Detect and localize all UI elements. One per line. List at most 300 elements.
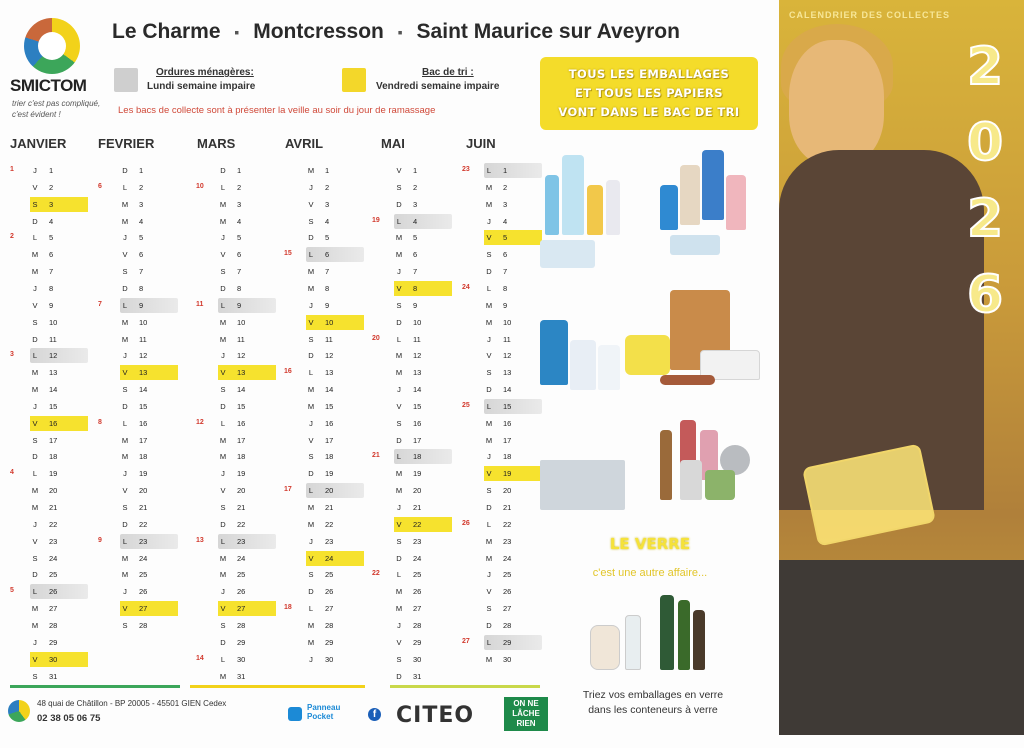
- calendar-day: [394, 399, 452, 414]
- calendar-day: [484, 230, 542, 245]
- day-number: 3: [49, 199, 54, 209]
- day-letter: D: [308, 469, 314, 479]
- calendar-day: [30, 652, 88, 667]
- calendar-day: [218, 433, 276, 448]
- calendar-day: [218, 618, 276, 633]
- day-letter: J: [487, 216, 491, 226]
- day-number: 29: [503, 637, 512, 647]
- day-letter: V: [308, 553, 314, 563]
- day-number: 8: [237, 283, 242, 293]
- day-letter: S: [308, 216, 314, 226]
- day-number: 14: [503, 385, 512, 395]
- calendar-day: [218, 551, 276, 566]
- day-number: 20: [49, 486, 58, 496]
- calendar-day: [120, 483, 178, 498]
- calendar-day: [306, 433, 364, 448]
- day-letter: J: [33, 519, 37, 529]
- day-number: 4: [325, 216, 330, 226]
- day-letter: S: [396, 300, 402, 310]
- glass-bottles-illustration: [590, 595, 720, 675]
- week-number: 13: [196, 536, 204, 544]
- week-number: 20: [372, 334, 380, 342]
- day-number: 8: [503, 283, 508, 293]
- calendar-day: [30, 315, 88, 330]
- day-number: 13: [413, 368, 422, 378]
- day-number: 7: [139, 267, 144, 277]
- day-number: 16: [325, 418, 334, 428]
- day-letter: D: [396, 553, 402, 563]
- calendar-day: [484, 264, 542, 279]
- calendar-day: [306, 180, 364, 195]
- day-letter: L: [220, 418, 226, 428]
- calendar-day: [394, 281, 452, 296]
- day-letter: L: [122, 300, 128, 310]
- panneau-pocket-label[interactable]: [307, 703, 340, 721]
- day-letter: L: [396, 334, 402, 344]
- day-number: 12: [325, 351, 334, 361]
- day-letter: L: [122, 418, 128, 428]
- calendar-day: [30, 635, 88, 650]
- day-letter: L: [32, 233, 38, 243]
- day-letter: M: [219, 317, 227, 327]
- day-letter: M: [121, 435, 129, 445]
- day-number: 1: [49, 166, 54, 175]
- calendar-day: [484, 298, 542, 313]
- day-number: 24: [325, 553, 334, 563]
- day-number: 24: [237, 553, 246, 563]
- day-letter: J: [33, 283, 37, 293]
- day-letter: L: [220, 182, 226, 192]
- footer-bar-lime: [390, 685, 540, 688]
- day-number: 30: [325, 654, 334, 664]
- day-number: 11: [139, 334, 147, 344]
- calendar-day: [306, 584, 364, 599]
- legend-ordures-schedule: Lundi semaine impaire: [147, 81, 256, 92]
- day-letter: S: [486, 368, 492, 378]
- calendar-day: [306, 517, 364, 532]
- calendar-day: [394, 214, 452, 229]
- calendar-day: [306, 281, 364, 296]
- week-number: 10: [196, 182, 204, 190]
- day-number: 7: [49, 267, 54, 277]
- calendar-day: [306, 601, 364, 616]
- calendar-day: [218, 449, 276, 464]
- day-number: 2: [49, 182, 54, 192]
- calendar-day: [30, 197, 88, 212]
- smictom-logo: [10, 14, 100, 124]
- calendar-day: [484, 551, 542, 566]
- week-number: 8: [98, 418, 102, 426]
- calendar-day: [120, 449, 178, 464]
- day-letter: M: [395, 486, 403, 496]
- legend-grey-swatch: [114, 68, 138, 92]
- calendar-day: [484, 449, 542, 464]
- day-letter: D: [308, 233, 314, 243]
- calendar-day: [394, 635, 452, 650]
- day-number: 24: [49, 553, 58, 563]
- calendar-day: [218, 264, 276, 279]
- day-letter: M: [395, 604, 403, 614]
- page-title: [112, 20, 680, 44]
- day-letter: M: [31, 604, 39, 614]
- calendar-day: [120, 264, 178, 279]
- day-number: 14: [325, 385, 334, 395]
- day-number: 24: [413, 553, 422, 563]
- day-letter: J: [309, 418, 313, 428]
- day-number: 23: [237, 536, 246, 546]
- calendar-day: [484, 635, 542, 650]
- panneau-pocket-icon[interactable]: [288, 707, 302, 721]
- day-letter: M: [395, 250, 403, 260]
- calendar-day: [306, 197, 364, 212]
- day-number: 2: [325, 182, 330, 192]
- calendar-day: [394, 517, 452, 532]
- calendar-day: [306, 635, 364, 650]
- day-number: 9: [49, 300, 54, 310]
- day-number: 14: [413, 385, 422, 395]
- calendar-day: [306, 365, 364, 380]
- day-letter: V: [220, 486, 226, 496]
- calendar-day: [218, 635, 276, 650]
- day-letter: S: [122, 503, 128, 512]
- day-letter: L: [308, 604, 314, 614]
- calendar-day: [30, 517, 88, 532]
- week-number: 24: [462, 283, 470, 291]
- day-number: 31: [237, 671, 246, 681]
- day-number: 5: [413, 233, 418, 243]
- calendar-day: [306, 534, 364, 549]
- day-letter: M: [395, 469, 403, 479]
- calendar-day: [120, 163, 178, 178]
- day-letter: S: [32, 553, 38, 563]
- day-number: 20: [413, 486, 422, 496]
- calendar-day: [394, 669, 452, 684]
- day-number: 15: [49, 401, 58, 411]
- day-number: 6: [413, 250, 418, 260]
- day-number: 17: [325, 435, 334, 445]
- day-letter: J: [487, 570, 491, 580]
- day-number: 25: [139, 570, 148, 580]
- day-letter: S: [220, 503, 226, 512]
- calendar-day: [120, 365, 178, 380]
- day-number: 23: [139, 536, 148, 546]
- day-number: 1: [237, 166, 242, 175]
- calendar-day: [306, 230, 364, 245]
- day-letter: J: [221, 469, 225, 479]
- calendar-day: [218, 315, 276, 330]
- calendar-day: [120, 247, 178, 262]
- day-letter: L: [486, 637, 492, 647]
- day-number: 6: [503, 250, 508, 260]
- day-number: 25: [49, 570, 58, 580]
- calendar-day: [30, 348, 88, 363]
- day-number: 30: [413, 654, 422, 664]
- calendar-day: [218, 601, 276, 616]
- day-number: 27: [413, 604, 422, 614]
- day-number: 21: [237, 503, 246, 512]
- day-letter: J: [397, 267, 401, 277]
- day-letter: S: [486, 250, 492, 260]
- calendar-day: [30, 500, 88, 515]
- calendar-day: [218, 500, 276, 515]
- day-number: 5: [49, 233, 54, 243]
- day-letter: L: [486, 166, 492, 175]
- verre-footer-line-1: Triez vos emballages en verre: [582, 689, 724, 701]
- day-letter: L: [396, 452, 402, 462]
- verre-footer: [548, 688, 758, 718]
- day-letter: S: [486, 604, 492, 614]
- legend-tri-title: Bac de tri :: [422, 67, 474, 78]
- day-letter: S: [308, 334, 314, 344]
- day-letter: J: [123, 351, 127, 361]
- day-number: 5: [237, 233, 242, 243]
- day-letter: M: [485, 199, 493, 209]
- calendar-day: [484, 348, 542, 363]
- calendar-day: [30, 399, 88, 414]
- day-letter: S: [220, 267, 226, 277]
- plastic-packaging-illustration: [540, 145, 765, 275]
- calendar-day: [218, 214, 276, 229]
- day-number: 12: [503, 351, 512, 361]
- calendar-day: [30, 584, 88, 599]
- title-separator: ▪: [397, 24, 403, 41]
- calendar-day: [218, 483, 276, 498]
- carton-packaging-illustration: [540, 280, 765, 400]
- facebook-icon[interactable]: f: [368, 708, 381, 721]
- day-number: 4: [503, 216, 508, 226]
- day-number: 8: [49, 283, 54, 293]
- calendar-day: [218, 382, 276, 397]
- day-letter: V: [32, 654, 38, 664]
- calendar-day: [394, 652, 452, 667]
- day-letter: S: [32, 435, 38, 445]
- legend-tri-schedule: Vendredi semaine impaire: [376, 81, 500, 92]
- day-letter: J: [397, 503, 401, 512]
- day-number: 6: [237, 250, 242, 260]
- day-number: 26: [503, 587, 512, 597]
- day-letter: M: [307, 637, 315, 647]
- day-number: 16: [503, 418, 512, 428]
- day-number: 7: [503, 267, 508, 277]
- day-letter: M: [219, 216, 227, 226]
- day-number: 15: [503, 401, 512, 411]
- calendar-day: [218, 348, 276, 363]
- day-letter: S: [122, 620, 128, 630]
- day-number: 13: [139, 368, 148, 378]
- month-header: AVRIL: [285, 136, 324, 151]
- calendar-day: [484, 315, 542, 330]
- calendar-day: [306, 214, 364, 229]
- day-number: 24: [139, 553, 148, 563]
- week-number: 11: [196, 300, 204, 308]
- calendar-day: [484, 584, 542, 599]
- day-number: 10: [325, 317, 334, 327]
- day-letter: D: [122, 519, 128, 529]
- day-number: 23: [503, 536, 512, 546]
- day-letter: M: [307, 519, 315, 529]
- day-number: 4: [413, 216, 418, 226]
- day-number: 22: [49, 519, 58, 529]
- day-number: 25: [325, 570, 334, 580]
- week-number: 18: [284, 604, 292, 612]
- day-number: 5: [139, 233, 144, 243]
- day-number: 7: [237, 267, 242, 277]
- calendar-day: [120, 214, 178, 229]
- day-number: 19: [325, 469, 334, 479]
- day-number: 21: [325, 503, 334, 512]
- day-number: 9: [325, 300, 330, 310]
- day-letter: S: [122, 267, 128, 277]
- banner-line-3: VONT DANS LE BAC DE TRI: [558, 105, 740, 119]
- calendar-day: [484, 416, 542, 431]
- calendar-day: [394, 348, 452, 363]
- day-letter: S: [308, 452, 314, 462]
- onnelache-line-1: ON NE: [513, 699, 539, 708]
- title-separator: ▪: [234, 24, 240, 41]
- day-letter: V: [308, 317, 314, 327]
- calendar-day: [30, 669, 88, 684]
- day-number: 12: [237, 351, 246, 361]
- calendar-day: [218, 466, 276, 481]
- day-letter: D: [396, 317, 402, 327]
- day-number: 5: [325, 233, 330, 243]
- calendar-day: [120, 332, 178, 347]
- day-letter: D: [220, 166, 226, 175]
- day-number: 15: [139, 401, 148, 411]
- calendar-day: [484, 618, 542, 633]
- day-letter: M: [121, 570, 129, 580]
- day-letter: D: [122, 283, 128, 293]
- footer-logo-icon: [8, 700, 30, 722]
- day-number: 15: [413, 401, 422, 411]
- day-number: 21: [139, 503, 148, 512]
- day-number: 18: [139, 452, 148, 462]
- calendar-day: [120, 618, 178, 633]
- day-number: 23: [413, 536, 422, 546]
- day-letter: V: [308, 199, 314, 209]
- day-number: 29: [49, 637, 58, 647]
- day-number: 9: [413, 300, 418, 310]
- day-number: 14: [237, 385, 246, 395]
- calendar-day: [218, 584, 276, 599]
- calendar-day: [484, 534, 542, 549]
- day-letter: M: [395, 351, 403, 361]
- day-letter: S: [122, 385, 128, 395]
- day-letter: L: [122, 536, 128, 546]
- day-letter: L: [486, 283, 492, 293]
- calendar-day: [306, 466, 364, 481]
- day-number: 1: [325, 166, 330, 175]
- day-letter: D: [220, 637, 226, 647]
- month-header: JUIN: [466, 136, 496, 151]
- logo-name: SMICTOM: [10, 76, 87, 95]
- day-number: 17: [503, 435, 512, 445]
- day-letter: V: [396, 166, 402, 175]
- day-number: 2: [503, 182, 508, 192]
- day-number: 9: [139, 300, 144, 310]
- calendar-day: [218, 230, 276, 245]
- calendar-day: [30, 433, 88, 448]
- day-number: 11: [49, 334, 57, 344]
- day-letter: L: [32, 351, 38, 361]
- day-letter: S: [32, 317, 38, 327]
- calendar-day: [484, 399, 542, 414]
- day-number: 26: [325, 587, 334, 597]
- day-number: 10: [503, 317, 512, 327]
- calendar-day: [394, 163, 452, 178]
- day-letter: D: [308, 351, 314, 361]
- week-number: 22: [372, 570, 380, 578]
- commune-1: Le Charme: [112, 20, 221, 43]
- day-number: 28: [139, 620, 148, 630]
- calendar-day: [30, 180, 88, 195]
- calendar-day: [120, 500, 178, 515]
- day-number: 3: [237, 199, 242, 209]
- day-letter: J: [123, 469, 127, 479]
- year-digit-2: 0: [967, 113, 1004, 173]
- calendar-day: [394, 551, 452, 566]
- calendar-day: [218, 652, 276, 667]
- calendar-day: [306, 163, 364, 178]
- day-letter: L: [32, 469, 38, 479]
- day-number: 10: [237, 317, 246, 327]
- calendar-day: [120, 416, 178, 431]
- day-letter: S: [32, 671, 38, 681]
- day-number: 15: [237, 401, 246, 411]
- calendar-day: [30, 264, 88, 279]
- day-number: 26: [413, 587, 422, 597]
- day-letter: V: [122, 604, 128, 614]
- day-letter: M: [219, 671, 227, 681]
- day-number: 14: [139, 385, 148, 395]
- day-letter: L: [220, 654, 226, 664]
- day-number: 26: [139, 587, 148, 597]
- calendar-day: [394, 416, 452, 431]
- calendar-day: [484, 163, 542, 178]
- day-letter: M: [219, 570, 227, 580]
- onnelache-line-2: LÂCHE: [512, 709, 540, 718]
- calendar-day: [484, 652, 542, 667]
- calendar-day: [306, 348, 364, 363]
- footer-bar-green: [10, 685, 180, 688]
- calendar-day: [30, 534, 88, 549]
- day-letter: V: [220, 604, 226, 614]
- day-letter: J: [487, 334, 491, 344]
- day-number: 19: [49, 469, 58, 479]
- day-letter: V: [220, 368, 226, 378]
- day-letter: D: [122, 401, 128, 411]
- day-letter: M: [219, 452, 227, 462]
- footer-phone: 02 38 05 06 75: [37, 713, 101, 724]
- day-letter: D: [486, 385, 492, 395]
- calendar-day: [306, 247, 364, 262]
- day-letter: M: [485, 435, 493, 445]
- day-number: 31: [413, 671, 422, 681]
- day-letter: V: [220, 250, 226, 260]
- calendar-day: [394, 230, 452, 245]
- day-letter: L: [32, 587, 38, 597]
- day-number: 30: [49, 654, 58, 664]
- day-letter: M: [219, 199, 227, 209]
- day-letter: M: [31, 250, 39, 260]
- day-letter: M: [219, 435, 227, 445]
- week-number: 6: [98, 182, 102, 190]
- calendar-day: [120, 197, 178, 212]
- day-number: 27: [503, 604, 512, 614]
- week-number: 21: [372, 452, 380, 460]
- day-letter: D: [220, 401, 226, 411]
- year-digit-4: 6: [967, 265, 1004, 325]
